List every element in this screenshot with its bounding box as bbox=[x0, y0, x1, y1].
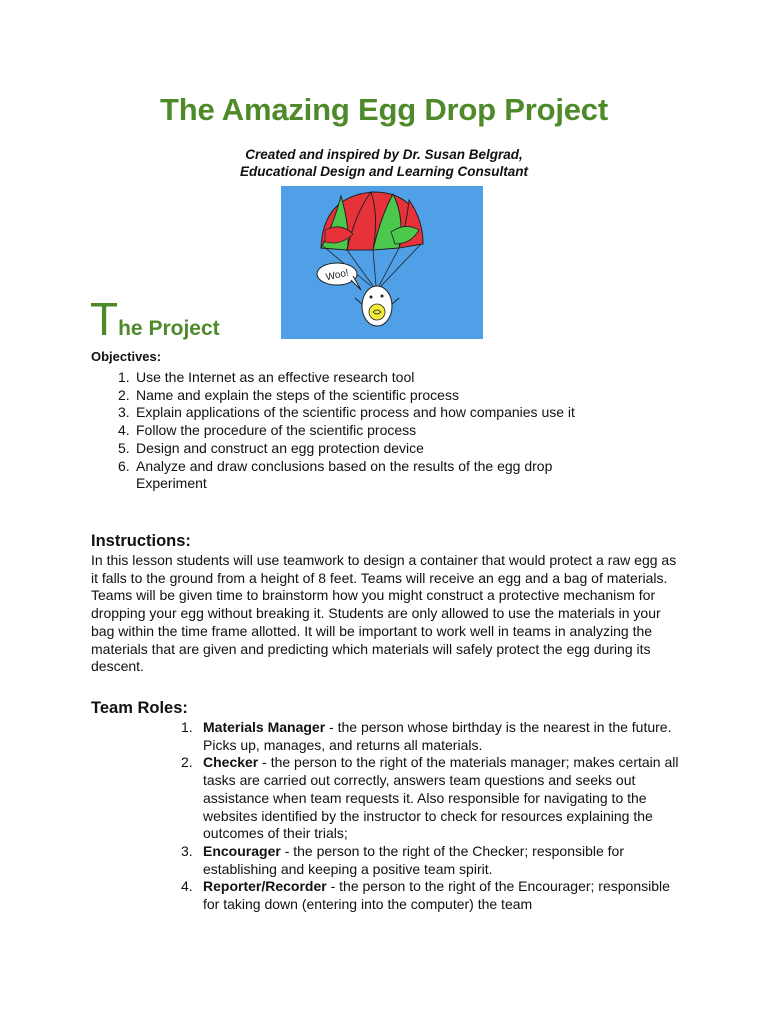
project-heading bbox=[90, 293, 220, 345]
project-heading-text: he Project bbox=[118, 317, 220, 340]
role-name: Encourager bbox=[203, 842, 281, 859]
credit-block bbox=[0, 146, 768, 180]
instructions-heading: Instructions: bbox=[91, 532, 191, 550]
objectives-list bbox=[118, 369, 598, 493]
role-name: Materials Manager bbox=[203, 719, 326, 735]
role-name: Checker bbox=[203, 754, 259, 771]
credit-line-2: Educational Design and Learning Consultant bbox=[239, 164, 529, 179]
speech-text: Woo! bbox=[324, 267, 350, 284]
team-roles-list bbox=[181, 719, 681, 914]
credit-line-1: Created and inspired by Dr. Susan Belgrad, bbox=[245, 147, 523, 162]
list-item: 3. Explain applications of the scientific process and how companies use it bbox=[118, 404, 575, 421]
role-name: Reporter/Recorder bbox=[203, 878, 327, 895]
parachute-egg-drawing bbox=[281, 186, 483, 339]
objectives-label: Objectives: bbox=[91, 349, 162, 364]
list-item: 2. Name and explain the steps of the scientific process bbox=[118, 386, 459, 403]
document-title: The Amazing Egg Drop Project bbox=[160, 92, 608, 127]
parachute-egg-illustration bbox=[281, 186, 483, 339]
drop-cap: T bbox=[90, 293, 119, 345]
list-item: 2. Checker - the person to the right of the materials manager; makes certain all tasks are carried out correctly, answers team questions and seeks out assistance when team requests it. Also responsible for navigating to the websites identified by the instructor to check for resources explaining the outcomes of their trials; bbox=[181, 754, 679, 842]
list-item: 4. Reporter/Recorder - the person to the right of the Encourager; responsible for taking down (entering into the computer) the team bbox=[181, 878, 670, 913]
list-item: 6. Analyze and draw conclusions based on the results of the egg drop Experiment bbox=[118, 457, 553, 492]
list-item: 1. Use the Internet as an effective research tool bbox=[118, 369, 415, 385]
instructions-body: In this lesson students will use teamwork to design a container that would protect a raw egg as it falls to the ground from a height of 8 feet. Teams will receive an egg and a bag of materials. Teams will be given time to brainstorm how you might construct a protective mechanism for dropping your egg without breaking it. Students are only allowed to use the materials in your bag within the time frame allotted. It will be important to work well in teams in analyzing the materials that are given and predicting which materials will safely protect the egg during its descent. bbox=[91, 552, 677, 675]
list-item: 3. Encourager - the person to the right of the Checker; responsible for establishing and keeping a positive team spirit. bbox=[181, 842, 624, 877]
list-item: 1. Materials Manager - the person whose birthday is the nearest in the future. Picks up, manages, and returns all materials. bbox=[181, 719, 672, 753]
team-roles-heading: Team Roles: bbox=[91, 699, 188, 717]
list-item: 4. Follow the procedure of the scientific process bbox=[118, 422, 417, 439]
list-item: 5. Design and construct an egg protection device bbox=[118, 439, 424, 456]
